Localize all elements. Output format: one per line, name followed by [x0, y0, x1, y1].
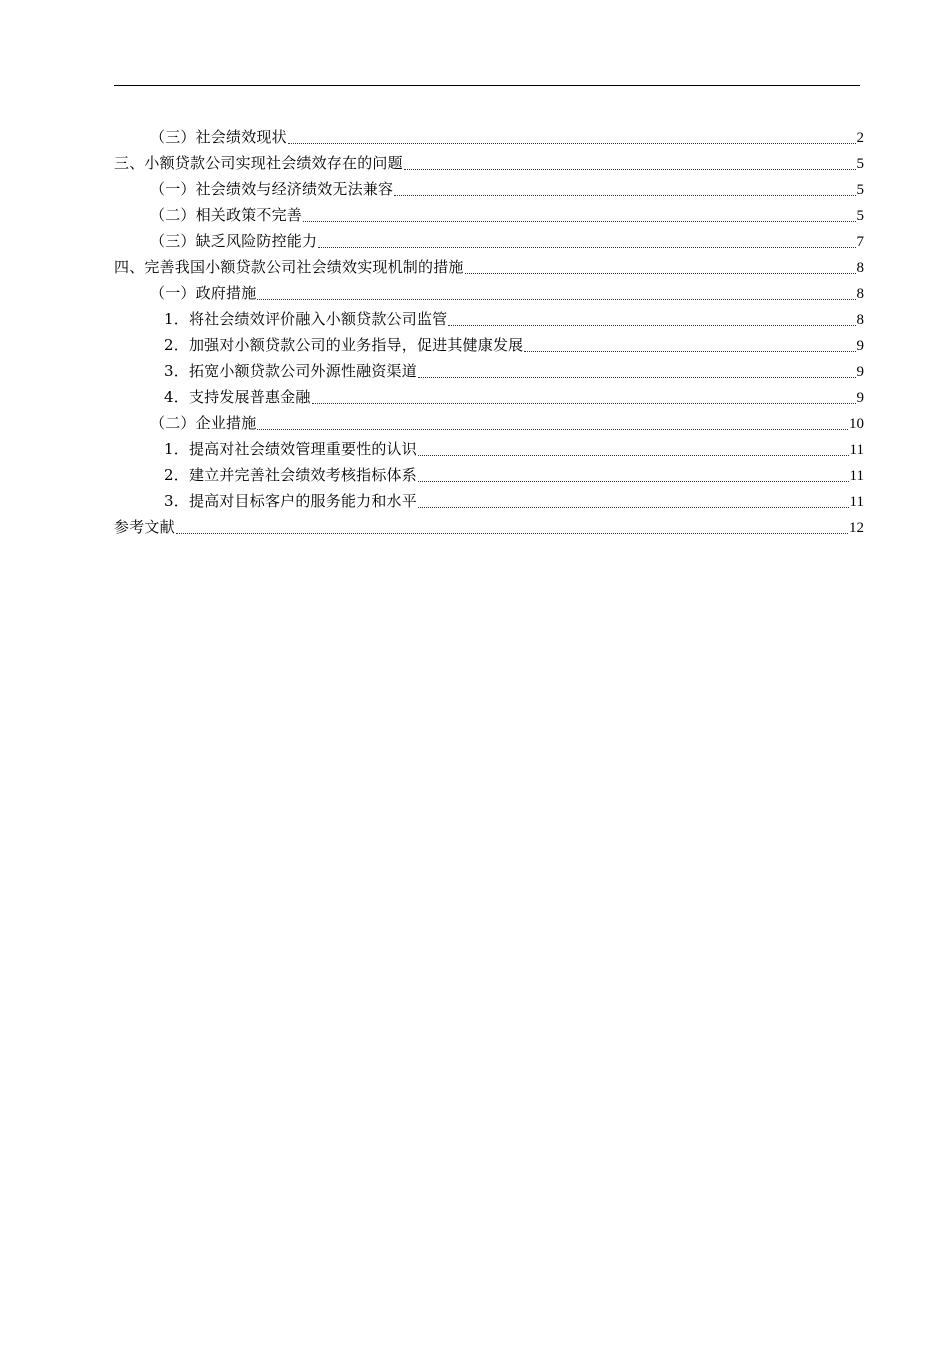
header-rule [114, 85, 860, 86]
toc-entry-label: 3．提高对目标客户的服务能力和水平 [164, 492, 417, 510]
toc-entry-page: 8 [856, 312, 864, 328]
toc-entry[interactable] [114, 410, 864, 436]
toc-entry[interactable] [114, 488, 864, 514]
toc-entry-page: 7 [856, 234, 864, 250]
toc-entry-label: 参考文献 [114, 518, 175, 536]
toc-entry[interactable] [114, 358, 864, 384]
toc-entry[interactable] [114, 306, 864, 332]
toc-entry-label: （三）社会绩效现状 [150, 128, 287, 146]
toc-dot-leader [257, 299, 855, 300]
toc-entry-label: （三）缺乏风险防控能力 [150, 232, 318, 250]
toc-entry-page: 9 [856, 338, 864, 354]
toc-dot-leader [394, 195, 855, 196]
table-of-contents [114, 124, 864, 540]
toc-dot-leader [288, 143, 856, 144]
toc-entry-page: 11 [849, 468, 864, 484]
toc-dot-leader [303, 221, 855, 222]
toc-entry-page: 10 [849, 416, 864, 432]
toc-entry-label: （二）相关政策不完善 [150, 206, 303, 224]
toc-entry[interactable] [114, 176, 864, 202]
toc-entry-label: 4．支持发展普惠金融 [164, 388, 311, 406]
toc-entry[interactable] [114, 254, 864, 280]
toc-entry-label: （一）社会绩效与经济绩效无法兼容 [150, 180, 394, 198]
toc-entry-page: 2 [856, 130, 864, 146]
toc-dot-leader [418, 481, 849, 482]
toc-entry[interactable] [114, 124, 864, 150]
toc-dot-leader [465, 273, 856, 274]
toc-entry[interactable] [114, 228, 864, 254]
toc-dot-leader [418, 377, 856, 378]
toc-dot-leader [418, 507, 849, 508]
toc-entry-page: 11 [849, 494, 864, 510]
toc-entry[interactable] [114, 462, 864, 488]
toc-entry-page: 5 [856, 182, 864, 198]
toc-entry-page: 12 [849, 520, 864, 536]
toc-entry-label: （一）政府措施 [150, 284, 257, 302]
toc-entry[interactable] [114, 280, 864, 306]
toc-entry-page: 8 [856, 286, 864, 302]
toc-dot-leader [176, 533, 848, 534]
toc-dot-leader [318, 247, 855, 248]
toc-entry-label: 1．提高对社会绩效管理重要性的认识 [164, 440, 417, 458]
toc-entry[interactable] [114, 384, 864, 410]
toc-entry-label: 三、小额贷款公司实现社会绩效存在的问题 [114, 154, 403, 172]
toc-entry-label: 2．建立并完善社会绩效考核指标体系 [164, 466, 417, 484]
toc-entry-label: 2．加强对小额贷款公司的业务指导，促进其健康发展 [164, 336, 524, 354]
toc-dot-leader [524, 351, 855, 352]
toc-entry-page: 8 [856, 260, 864, 276]
toc-entry-label: 1．将社会绩效评价融入小额贷款公司监管 [164, 310, 448, 328]
toc-entry[interactable] [114, 514, 864, 540]
toc-dot-leader [257, 429, 848, 430]
toc-entry-page: 5 [856, 156, 864, 172]
toc-entry-page: 9 [856, 364, 864, 380]
toc-entry[interactable] [114, 436, 864, 462]
toc-entry[interactable] [114, 150, 864, 176]
toc-entry-label: （二）企业措施 [150, 414, 257, 432]
toc-dot-leader [448, 325, 855, 326]
toc-entry-page: 11 [849, 442, 864, 458]
toc-entry-label: 3．拓宽小额贷款公司外源性融资渠道 [164, 362, 417, 380]
toc-entry-page: 5 [856, 208, 864, 224]
toc-dot-leader [418, 455, 849, 456]
toc-dot-leader [404, 169, 856, 170]
toc-entry[interactable] [114, 332, 864, 358]
toc-entry[interactable] [114, 202, 864, 228]
toc-dot-leader [312, 403, 856, 404]
toc-entry-label: 四、完善我国小额贷款公司社会绩效实现机制的措施 [114, 258, 464, 276]
toc-entry-page: 9 [856, 390, 864, 406]
